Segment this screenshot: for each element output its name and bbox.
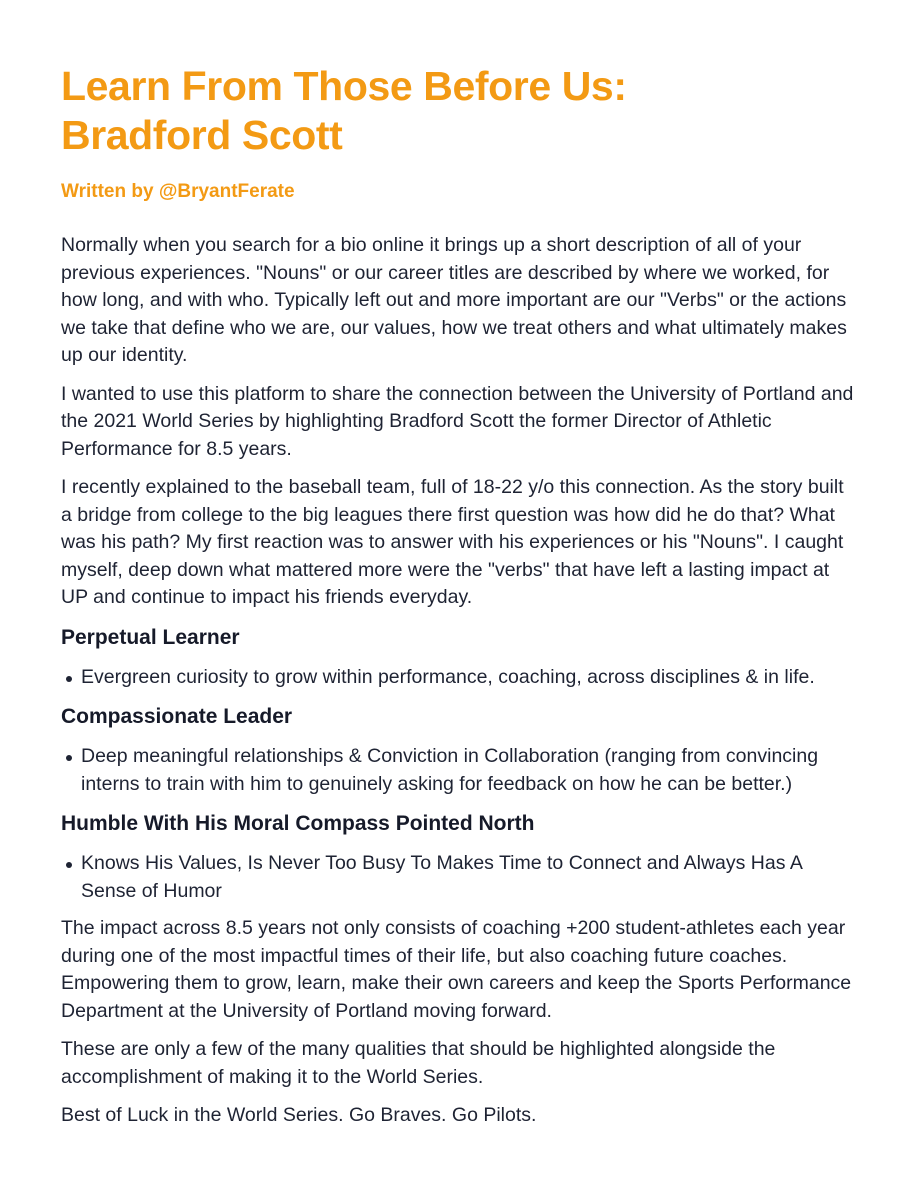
list-item-text: Evergreen curiosity to grow within performance, coaching, across disciplines & in life.: [81, 665, 815, 688]
intro-paragraph-1: Normally when you search for a bio online it brings up a short description of all of your previous experiences. "Nouns" or our career titles are described by where we worked, for how long, and with who. Typically left out and more important are our "Verbs" or the actions we take that define who we are, our values, how we treat others and what ultimately makes up our identity.: [61, 234, 847, 366]
intro-paragraph-2: I wanted to use this platform to share the connection between the University of Portland and the 2021 World Series by highlighting Bradford Scott the former Director of Athletic Performance for 8.5 years.: [61, 382, 854, 460]
section-list-compassionate-leader: [61, 743, 855, 798]
list-item: [81, 664, 855, 692]
closing-paragraph-3: Best of Luck in the World Series. Go Braves. Go Pilots.: [61, 1104, 537, 1126]
list-item-text: Knows His Values, Is Never Too Busy To Makes Time to Connect and Always Has A Sense of Humor: [81, 852, 802, 902]
section-heading-compassionate-leader: Compassionate Leader: [61, 705, 293, 728]
list-item: [81, 743, 855, 798]
list-item: [81, 850, 855, 905]
section-heading-humble: Humble With His Moral Compass Pointed North: [61, 812, 535, 835]
article-title-line-1: Learn From Those Before Us:: [61, 63, 627, 109]
section-list-perpetual-learner: [61, 664, 855, 692]
section-heading-perpetual-learner: Perpetual Learner: [61, 625, 240, 649]
list-item-text: Deep meaningful relationships & Conviction in Collaboration (ranging from convincing interns to train with him to genuinely asking for feedback on how he can be better.): [81, 745, 819, 795]
closing-paragraph-1: The impact across 8.5 years not only consists of coaching +200 student-athletes each year during one of the most impactful times of their life, but also coaching future coaches. Empowering them to grow, learn, make their own careers and keep the Sports Performance Department at the University of Portland moving forward.: [61, 917, 852, 1022]
author-byline: Written by @BryantFerate: [61, 181, 295, 202]
article-title: [61, 62, 855, 160]
bullet-icon: [66, 676, 72, 682]
bullet-icon: [66, 755, 72, 761]
bullet-icon: [66, 862, 72, 868]
section-list-humble: [61, 850, 855, 905]
closing-paragraph-2: These are only a few of the many qualities that should be highlighted alongside the accomplishment of making it to the World Series.: [61, 1038, 776, 1088]
article-title-line-2: Bradford Scott: [61, 112, 343, 158]
intro-paragraph-3: I recently explained to the baseball team, full of 18-22 y/o this connection. As the story built a bridge from college to the big leagues there first question was how did he do that? What was his path? My first reaction was to answer with his experiences or his "Nouns". I caught myself, deep down what mattered more were the "verbs" that have left a lasting impact at UP and continue to impact his friends everyday.: [61, 476, 844, 608]
